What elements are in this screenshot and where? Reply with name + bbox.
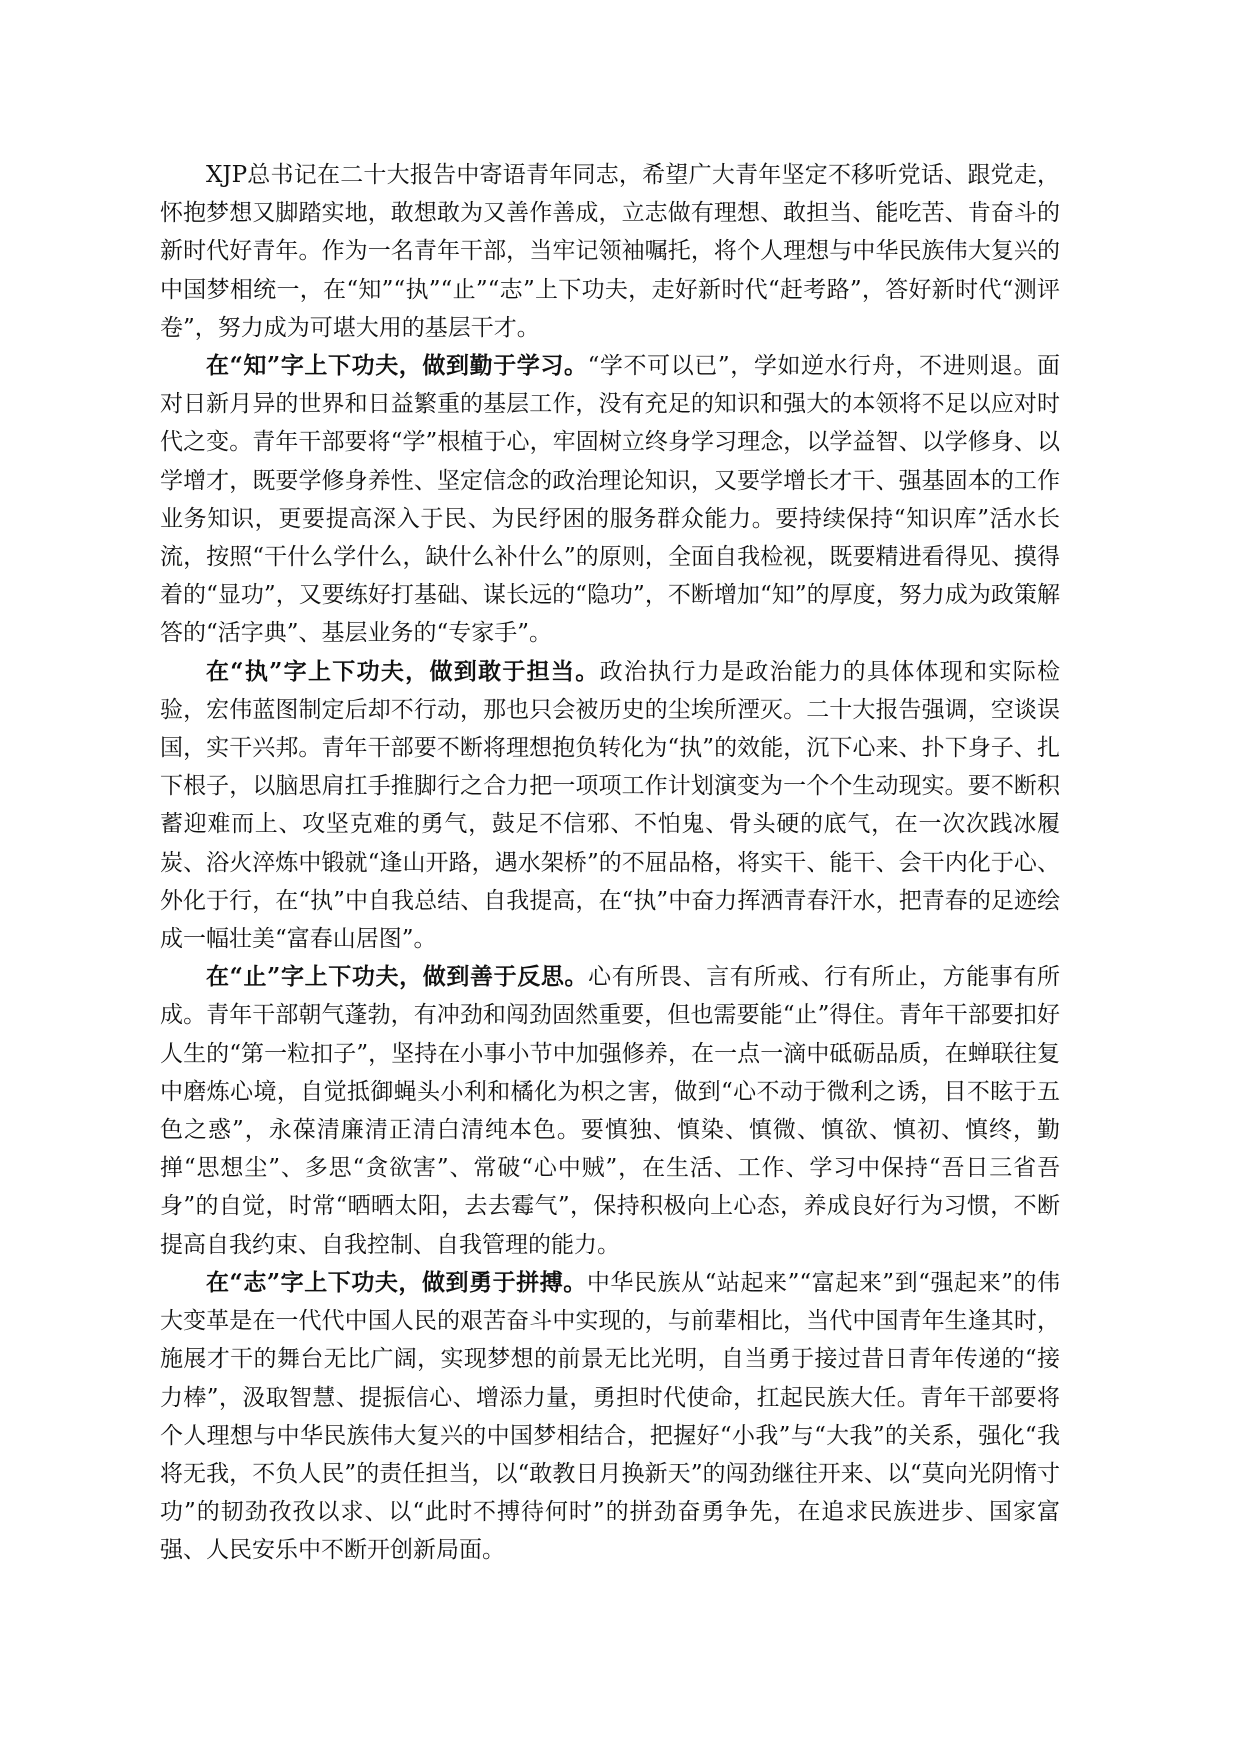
intro-paragraph: XJP总书记在二十大报告中寄语青年同志，希望广大青年坚定不移听党话、跟党走，怀抱梦想又脚踏实地，敢想敢为又善作善成，立志做有理想、敢担当、能吃苦、肯奋斗的新时代好青年。作为一名青年干部，当牢记领袖嘱托，将个人理想与中华民族伟大复兴的中国梦相统一，在“知”“执”“止”“志”上下功夫，走好新时代“赶考路”，答好新时代“测评卷”，努力成为可堪大用的基层干才。 [160, 162, 1060, 341]
section-heading: 在“止”字上下功夫，做到善于反思。 [206, 963, 589, 991]
section-paragraph-zhi-restraint [160, 958, 1060, 1264]
section-body: 中华民族从“站起来”“富起来”到“强起来”的伟大变革是在一代代中国人民的艰苦奋斗中实现的，与前辈相比，当代中国青年生逢其时，施展才干的舞台无比广阔，实现梦想的前景无比光明，自当勇于接过昔日青年传递的“接力棒”，汲取智慧、提振信心、增添力量，勇担时代使命，扛起民族大任。青年干部要将个人理想与中华民族伟大复兴的中国梦相结合，把握好“小我”与“大我”的关系，强化“我将无我，不负人民”的责任担当，以“敢教日月换新天”的闯劲继往开来、以“莫向光阴惰寸功”的韧劲孜孜以求、以“此时不搏待何时”的拼劲奋勇争先，在追求民族进步、国家富强、人民安乐中不断开创新局面。 [160, 1269, 1060, 1564]
document-body [160, 156, 1060, 1570]
section-heading: 在“执”字上下功夫，做到敢于担当。 [206, 657, 600, 685]
section-heading: 在“志”字上下功夫，做到勇于拼搏。 [206, 1268, 587, 1296]
section-paragraph-zhi-execution [160, 653, 1060, 959]
section-paragraph-zhi-knowledge [160, 347, 1060, 653]
section-body: 政治执行力是政治能力的具体体现和实际检验，宏伟蓝图制定后却不行动，那也只会被历史的尘埃所湮灭。二十大报告强调，空谈误国，实干兴邦。青年干部要不断将理想抱负转化为“执”的效能，沉下心来、扑下身子、扎下根子，以脑思肩扛手推脚行之合力把一项项工作计划演变为一个个生动现实。要不断积蓄迎难而上、攻坚克难的勇气，鼓足不信邪、不怕鬼、骨头硬的底气，在一次次践冰履炭、浴火淬炼中锻就“逢山开路，遇水架桥”的不屈品格，将实干、能干、会干内化于心、外化于行，在“执”中自我总结、自我提高，在“执”中奋力挥洒青春汗水，把青春的足迹绘成一幅壮美“富春山居图”。 [160, 658, 1060, 953]
section-paragraph-zhi-ambition [160, 1264, 1060, 1570]
section-heading: 在“知”字上下功夫，做到勤于学习。 [206, 352, 588, 380]
section-body: 心有所畏、言有所戒、行有所止，方能事有所成。青年干部朝气蓬勃，有冲劲和闯劲固然重要，但也需要能“止”得住。青年干部要扣好人生的“第一粒扣子”，坚持在小事小节中加强修养，在一点一滴中砥砺品质，在蝉联往复中磨炼心境，自觉抵御蝇头小利和橘化为枳之害，做到“心不动于微利之诱，目不眩于五色之惑”，永葆清廉清正清白清纯本色。要慎独、慎染、慎微、慎欲、慎初、慎终，勤掸“思想尘”、多思“贪欲害”、常破“心中贼”，在生活、工作、学习中保持“吾日三省吾身”的自觉，时常“晒晒太阳，去去霉气”，保持积极向上心态，养成良好行为习惯，不断提高自我约束、自我控制、自我管理的能力。 [160, 964, 1061, 1258]
section-body: “学不可以已”，学如逆水行舟，不进则退。面对日新月异的世界和日益繁重的基层工作，没有充足的知识和强大的本领将不足以应对时代之变。青年干部要将“学”根植于心，牢固树立终身学习理念，以学益智、以学修身、以学增才，既要学修身养性、坚定信念的政治理论知识，又要学增长才干、强基固本的工作业务知识，更要提高深入于民、为民纾困的服务群众能力。要持续保持“知识库”活水长流，按照“干什么学什么，缺什么补什么”的原则，全面自我检视，既要精进看得见、摸得着的“显功”，又要练好打基础、谋长远的“隐功”，不断增加“知”的厚度，努力成为政策解答的“活字典”、基层业务的“专家手”。 [160, 353, 1060, 647]
